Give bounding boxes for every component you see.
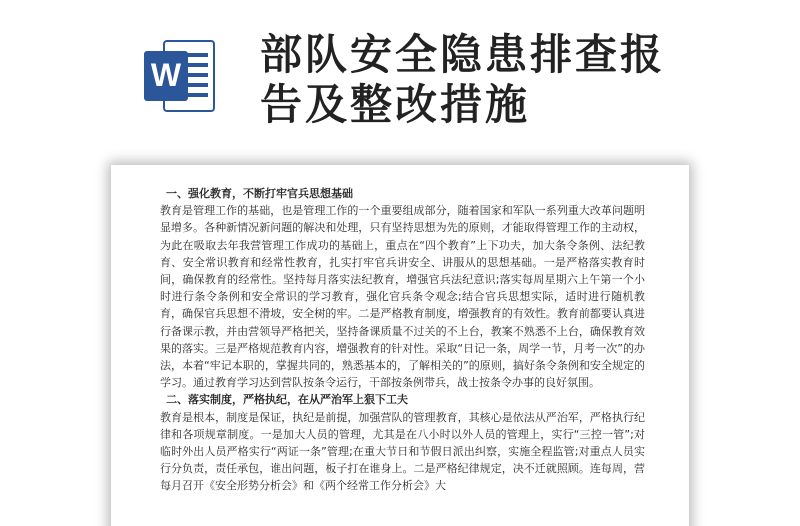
word-icon-letter: W	[150, 57, 182, 93]
word-document-icon	[142, 39, 216, 113]
section-paragraph-1: 教育是管理工作的基础，也是管理工作的一个重要组成部分，随着国家和军队一系列重大改革问题明显增多。各种新情况新问题的解决和处理，只有坚持思想为先的原则，才能取得管理工作的主动权，为此在吸取去年我营管理工作成功的基础上，重点在“四个教育”上下功夫，加大条令条例、法纪教育、安全常识教育和经常性教育，扎实打牢官兵讲安全、讲服从的思想基础。一是严格落实教育时间，确保教育的经常性。坚持每月落实法纪教育，增强官兵法纪意识;落实每周星期六上午第一个小时进行条令条例和安全常识的学习教育，强化官兵条令观念;结合官兵思想实际，适时进行随机教育，确保官兵思想不滑坡，安全树的牢。二是严格教育制度，增强教育的有效性。教育前都要认真进行备课示教，并由营领导严格把关，坚持备课质量不过关的不上台，教案不熟悉不上台，确保教育效果的落实。三是严格规范教育内容，增强教育的针对性。采取“日记一条，周学一节，月考一次”的办法，本着“牢记本职的，掌握共同的，熟悉基本的，了解相关的”的原则，搞好条令条例和安全规定的学习。通过教育学习达到营队按条令运行，干部按条例带兵，战士按条令办事的良好氛围。	[160, 204, 645, 390]
section-heading-2: 二、落实制度，严格执纪，在从严治军上狠下工夫	[166, 393, 408, 407]
document-body	[160, 185, 645, 495]
section-heading-1: 一、强化教育，不断打牢官兵思想基础	[166, 187, 353, 200]
section-paragraph-2: 教育是根本，制度是保证，执纪是前提，加强营队的管理教育，其核心是依法从严治军，严格执行纪律和各项规章制度。一是加大人员的管理，尤其是在八小时以外人员的管理上，实行“三控一管”;对临时外出人员严格实行“两证一条”管理;在重大节日和节假日派出纠察，实施全程监管;对重点人员实行分负责，责任承包，谁出问题，板子打在谁身上。二是严格纪律规定，决不迁就照顾。连每周，营每月召开《安全形势分析会》和《两个经常工作分析会》大	[160, 410, 645, 493]
page-title: 部队安全隐患排查报告及整改措施	[260, 30, 666, 129]
document-page	[111, 165, 689, 526]
